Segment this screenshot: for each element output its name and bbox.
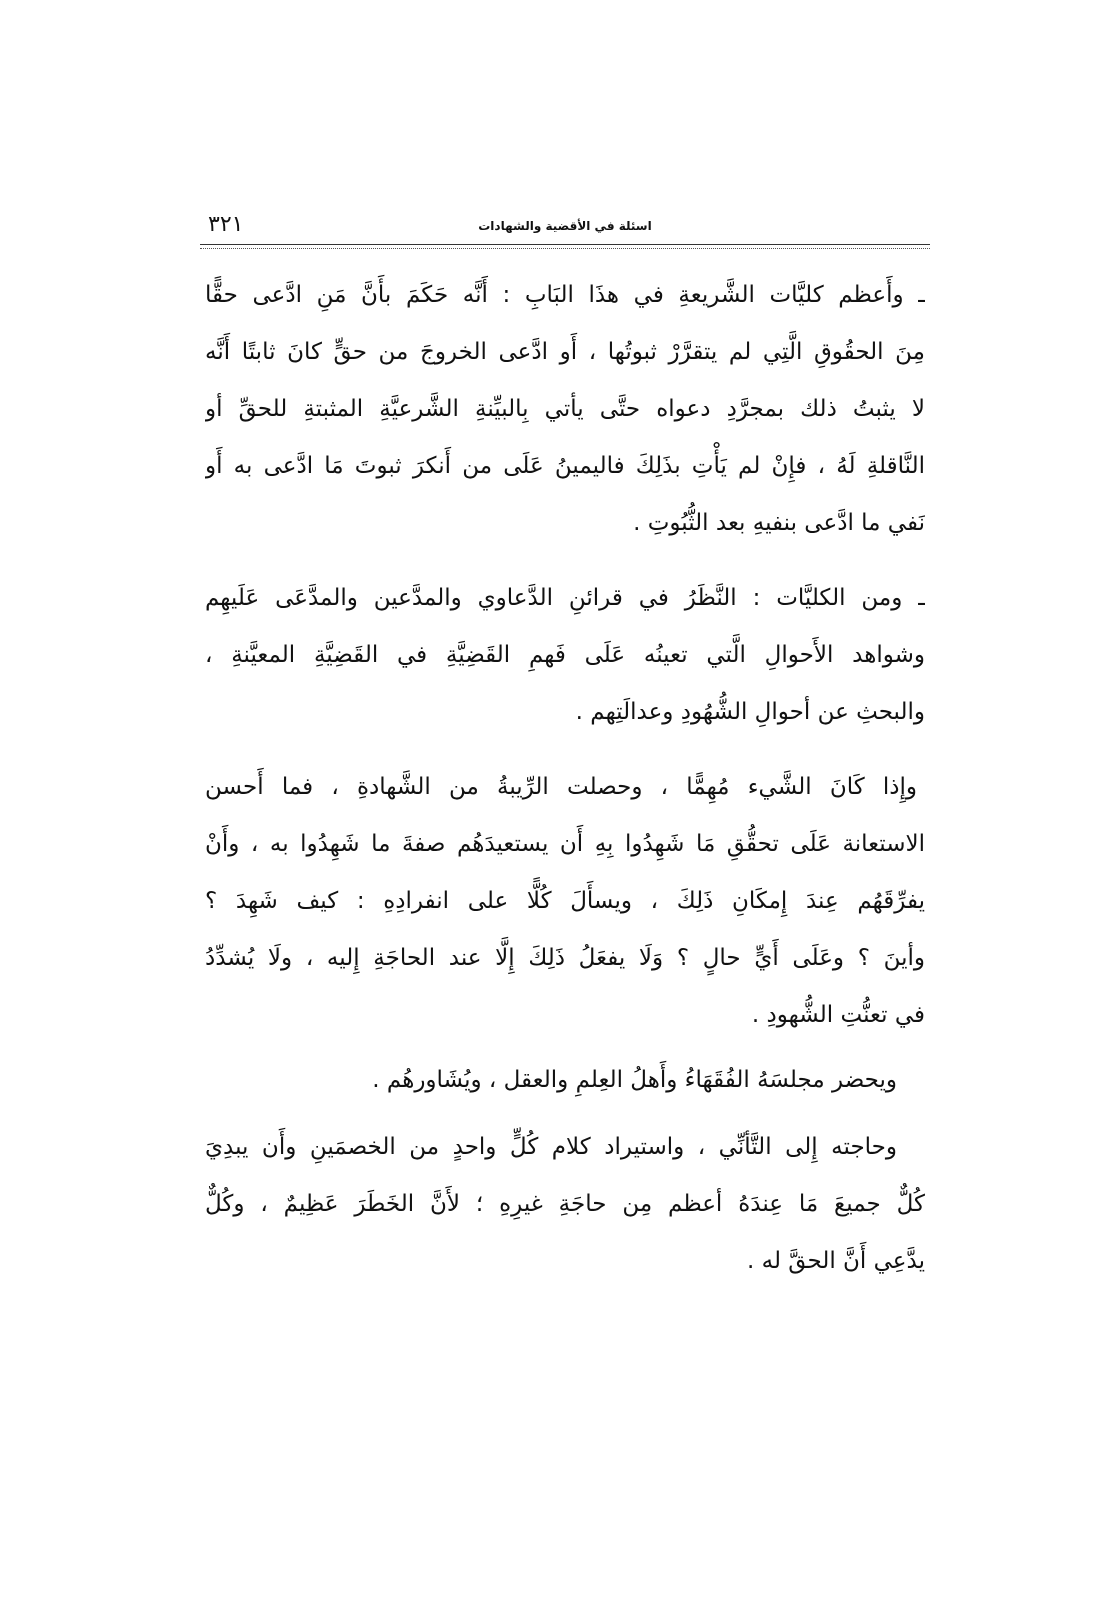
text-line: وأينَ ؟ وعَلَى أَيٍّ حالٍ ؟ وَلَا يفعَلُ ذَلِكَ إِلَّا عند الحاجَةِ إِليه ، ولَا يُشدِّدُ <box>205 945 925 971</box>
text-line: النَّاقلةِ لَهُ ، فإِنْ لم يَأْتِ بذَلِكَ فاليمينُ عَلَى من أَنكرَ ثبوتَ مَا ادَّعى به أَو <box>205 453 925 479</box>
text-line: لا يثبتُ ذلك بمجرَّدِ دعواه حتَّى يأتي بِالبيِّنةِ الشَّرعيَّةِ المثبتةِ للحقِّ أو <box>205 396 925 422</box>
text-line: مِنَ الحقُوقِ الَّتِي لم يتقرَّرْ ثبوتُها ، أَو ادَّعى الخروجَ من حقٍّ كانَ ثابتًا أَنَّه <box>205 339 925 365</box>
text-line: ويحضر مجلسَهُ الفُقَهَاءُ وأَهلُ العِلمِ والعقل ، ويُشَاورهُم . <box>372 1067 897 1093</box>
text-line: وشواهد الأَحوالِ الَّتي تعينُه عَلَى فَهمِ القَضِيَّةِ في القَضِيَّةِ المعيَّنةِ ، <box>205 642 925 668</box>
paragraph-1 <box>205 267 925 552</box>
text-line: وإِذا كَانَ الشَّيء مُهِمًّا ، وحصلت الرِّيبةُ من الشَّهادةِ ، فما أَحسن <box>205 774 917 800</box>
text-line: ـ وأَعظم كليَّات الشَّريعةِ في هذَا البَابِ : أَنَّه حَكَمَ بأَنَّ مَنِ ادَّعى حقًّا <box>205 282 925 308</box>
paragraph-5 <box>205 1119 925 1290</box>
text-line: نَفي ما ادَّعى بنفيهِ بعد الثُّبُوتِ . <box>633 510 925 536</box>
text-line: في تعنُّتِ الشُّهودِ . <box>751 1002 925 1028</box>
paragraph-3 <box>205 759 925 1044</box>
header-divider <box>200 244 930 249</box>
page-number: ٣٢١ <box>208 212 244 237</box>
paragraph-2 <box>205 570 925 741</box>
running-title: اسئلة في الأقضية والشهادات <box>478 219 652 233</box>
paragraph-4 <box>205 1052 925 1109</box>
text-line: كُلٌّ جميعَ مَا عِندَهُ أعظم مِن حاجَةِ غيرِهِ ؛ لأَنَّ الخَطَرَ عَظِيمٌ ، وكُلٌّ <box>205 1191 925 1217</box>
text-line: وحاجته إِلى التَّأنِّي ، واستيراد كلام كُلٍّ واحدٍ من الخصمَينِ وأَن يبدِيَ <box>205 1134 897 1160</box>
text-line: ـ ومن الكليَّات : النَّظَرُ في قرائنِ الدَّعاوي والمدَّعين والمدَّعَى عَلَيهِم <box>205 585 925 611</box>
page-body <box>205 267 925 1290</box>
text-line: الاستعانة عَلَى تحقُّقِ مَا شَهِدُوا بِهِ أَن يستعيدَهُم صفةَ ما شَهِدُوا به ، وأَنْ <box>205 831 925 857</box>
text-line: والبحثِ عن أحوالِ الشُّهُودِ وعدالَتِهم . <box>575 699 925 725</box>
page-header <box>200 208 930 244</box>
text-line: يفرِّقَهُم عِندَ إِمكَانِ ذَلِكَ ، ويسأَلَ كُلًّا على انفرادِهِ : كيف شَهِدَ ؟ <box>205 888 925 914</box>
text-line: يدَّعِي أَنَّ الحقَّ له . <box>747 1248 925 1274</box>
